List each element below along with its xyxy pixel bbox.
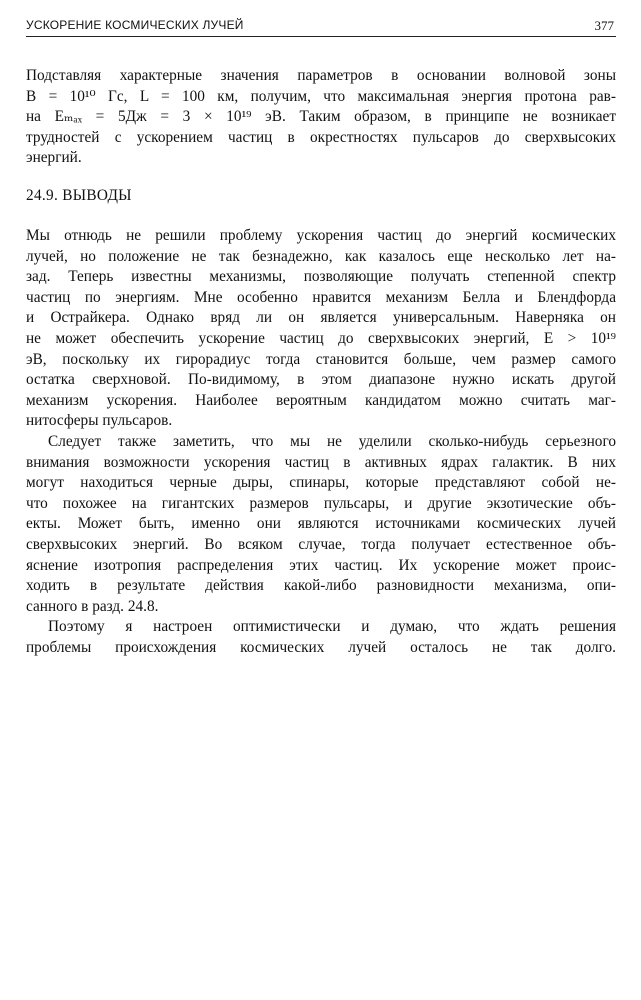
text-line: частиц по энергиям. Мне особенно нравится механизм Белла и Блендфорда: [26, 288, 616, 306]
text-line: могут находиться черные дыры, спинары, которые представляют собой не-: [26, 474, 616, 492]
text-line: эВ, поскольку их гирорадиус тогда становится больше, чем размер самого: [26, 350, 616, 368]
text-line: B = 10¹⁰ Гс, L = 100 км, получим, что максимальная энергия протона рав-: [26, 87, 616, 105]
text-line: Следует также заметить, что мы не уделили сколько-нибудь серьезного: [48, 432, 616, 450]
text-line: трудностей с ускорением частиц в окрестностях пульсаров до сверхвысоких: [26, 128, 616, 146]
text-line: Поэтому я настроен оптимистически и думаю, что ждать решения: [48, 618, 616, 636]
text-line: энергий.: [26, 149, 82, 167]
running-title: УСКОРЕНИЕ КОСМИЧЕСКИХ ЛУЧЕЙ: [26, 18, 244, 32]
text-line: что похожее на гигантских размеров пульсары, и другие экзотические объ-: [26, 494, 616, 512]
text-line: остатка сверхновой. По-видимому, в этом диапазоне нужно искать другой: [26, 371, 616, 389]
running-head: [26, 16, 616, 37]
text-line: сверхвысоких энергий. Во всяком случае, тогда получает естественное объ-: [26, 535, 616, 553]
text-line: и Острайкера. Однако вряд ли он является универсальным. Наверняка он: [26, 309, 616, 327]
section-body: [26, 226, 616, 658]
text-line: Мы отнюдь не решили проблему ускорения частиц до энергий космических: [26, 227, 616, 244]
text-line: внимания возможности ускорения частиц в активных ядрах галактик. В них: [26, 453, 616, 471]
text-line: на Eₘₐₓ = 5Дж = 3 × 10¹⁹ эВ. Таким образом, в принципе не возникает: [26, 108, 616, 126]
text-line: Подставляя характерные значения параметров в основании волновой зоны: [26, 67, 616, 84]
text-line: механизм ускорения. Наиболее вероятным кандидатом можно считать маг-: [26, 391, 616, 409]
intro-paragraph: [26, 66, 616, 169]
text-line: зад. Теперь известны механизмы, позволяющие получать степенной спектр: [26, 268, 616, 286]
text-line: яснение изотропия распределения этих частиц. Их ускорение может проис-: [26, 556, 616, 574]
text-line: не может обеспечить ускорение частиц до сверхвысоких энергий, E > 10¹⁹: [26, 329, 616, 347]
text-line: ходить в результате действия какой-либо разновидности механизма, опи-: [26, 577, 616, 595]
page-number: 377: [594, 18, 614, 33]
section-heading: 24.9. ВЫВОДЫ: [26, 187, 132, 204]
text-line: санного в разд. 24.8.: [26, 597, 159, 615]
text-line: екты. Может быть, именно они являются источниками космических лучей: [26, 515, 616, 533]
text-line: нитосферы пульсаров.: [26, 412, 173, 430]
text-line: лучей, но положение не так безнадежно, как казалось еще несколько лет на-: [26, 247, 616, 265]
text-line: проблемы происхождения космических лучей осталось не так долго.: [26, 638, 616, 656]
